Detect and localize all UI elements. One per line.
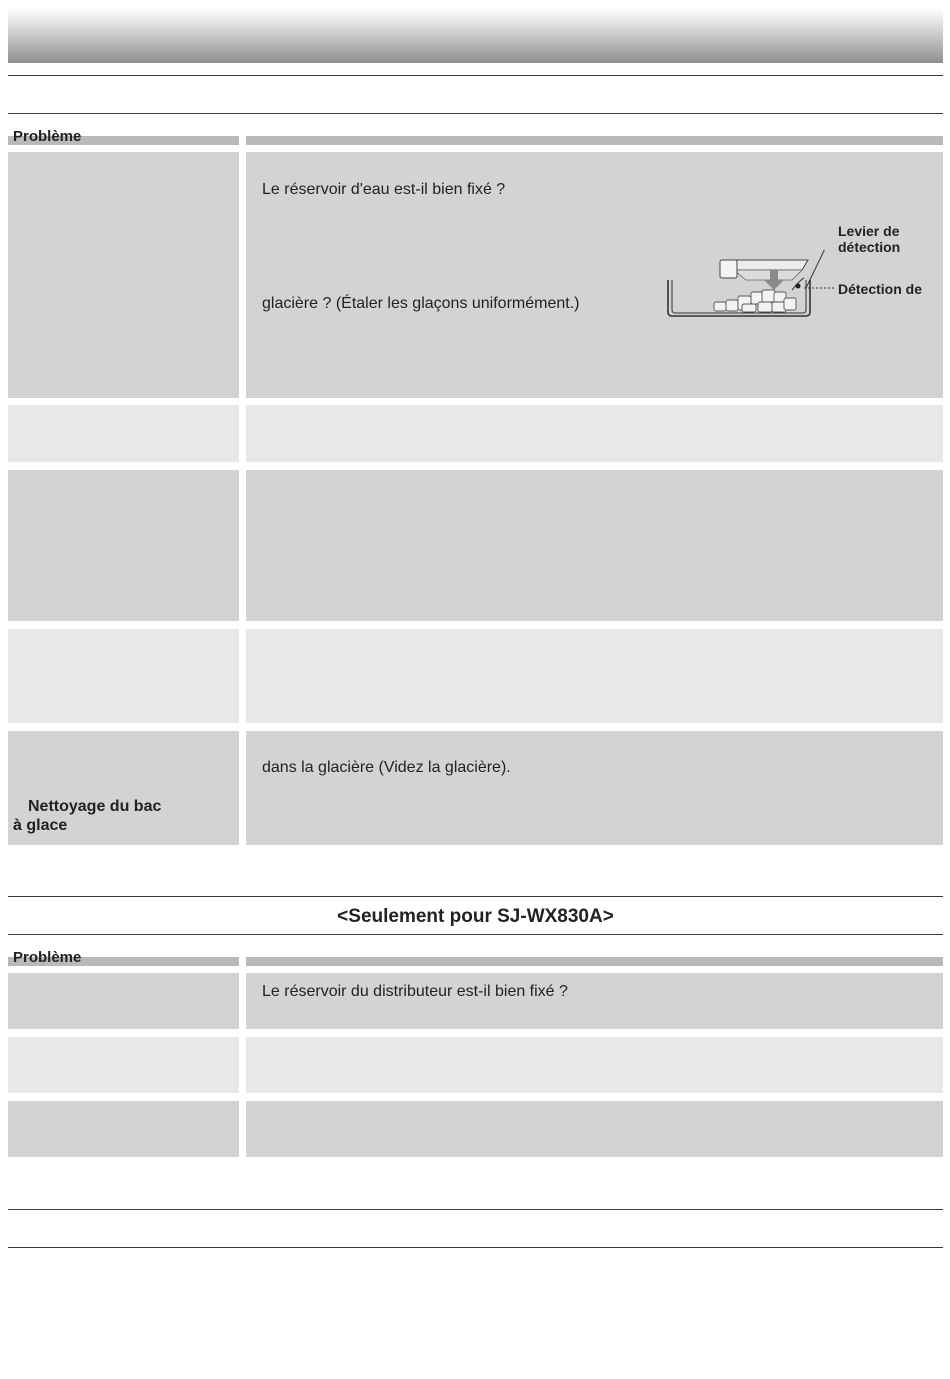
- table2-row3-left: [8, 1101, 239, 1157]
- table1-row4-left: [8, 629, 239, 723]
- table1-row2-left: [8, 405, 239, 462]
- table1-row1-left: [8, 152, 239, 398]
- diagram-label-lever-1: Levier de: [838, 223, 900, 239]
- row1-text-line2: glacière ? (Étaler les glaçons uniformément.): [262, 295, 580, 312]
- table2-row1-left: [8, 973, 239, 1029]
- table1-header-right: [246, 136, 943, 145]
- row5-left-line2: à glace: [13, 817, 68, 834]
- table1-header-label: Problème: [13, 128, 82, 145]
- divider-top-2: [8, 113, 943, 114]
- table2-header-label: Problème: [13, 949, 82, 966]
- table1-row2-right: [246, 405, 943, 462]
- diagram-label-lever-2: détection: [838, 239, 901, 255]
- table2-row2-right: [246, 1037, 943, 1093]
- diagram-label-detection: Détection de: [838, 281, 923, 297]
- table2-row1-text: Le réservoir du distributeur est-il bien fixé ?: [262, 983, 568, 1000]
- divider-top-1: [8, 75, 943, 76]
- table1-row3-right: [246, 470, 943, 621]
- table1-row5-right: [246, 731, 943, 845]
- divider-mid-2: [8, 934, 943, 935]
- table2-row3-right: [246, 1101, 943, 1157]
- ice-detection-diagram: [662, 250, 842, 320]
- table1-row3-left: [8, 470, 239, 621]
- row1-text-line1: Le réservoir d'eau est-il bien fixé ?: [262, 181, 506, 198]
- section2-title: <Seulement pour SJ-WX830A>: [337, 906, 614, 927]
- divider-bottom-2: [8, 1247, 943, 1248]
- page-banner: [8, 8, 943, 63]
- divider-mid-1: [8, 896, 943, 897]
- row5-left-line1: Nettoyage du bac: [28, 798, 162, 815]
- table2-header-right: [246, 957, 943, 966]
- row5-text-line1: dans la glacière (Videz la glacière).: [262, 759, 511, 776]
- table1-row4-right: [246, 629, 943, 723]
- divider-bottom-1: [8, 1209, 943, 1210]
- table2-row2-left: [8, 1037, 239, 1093]
